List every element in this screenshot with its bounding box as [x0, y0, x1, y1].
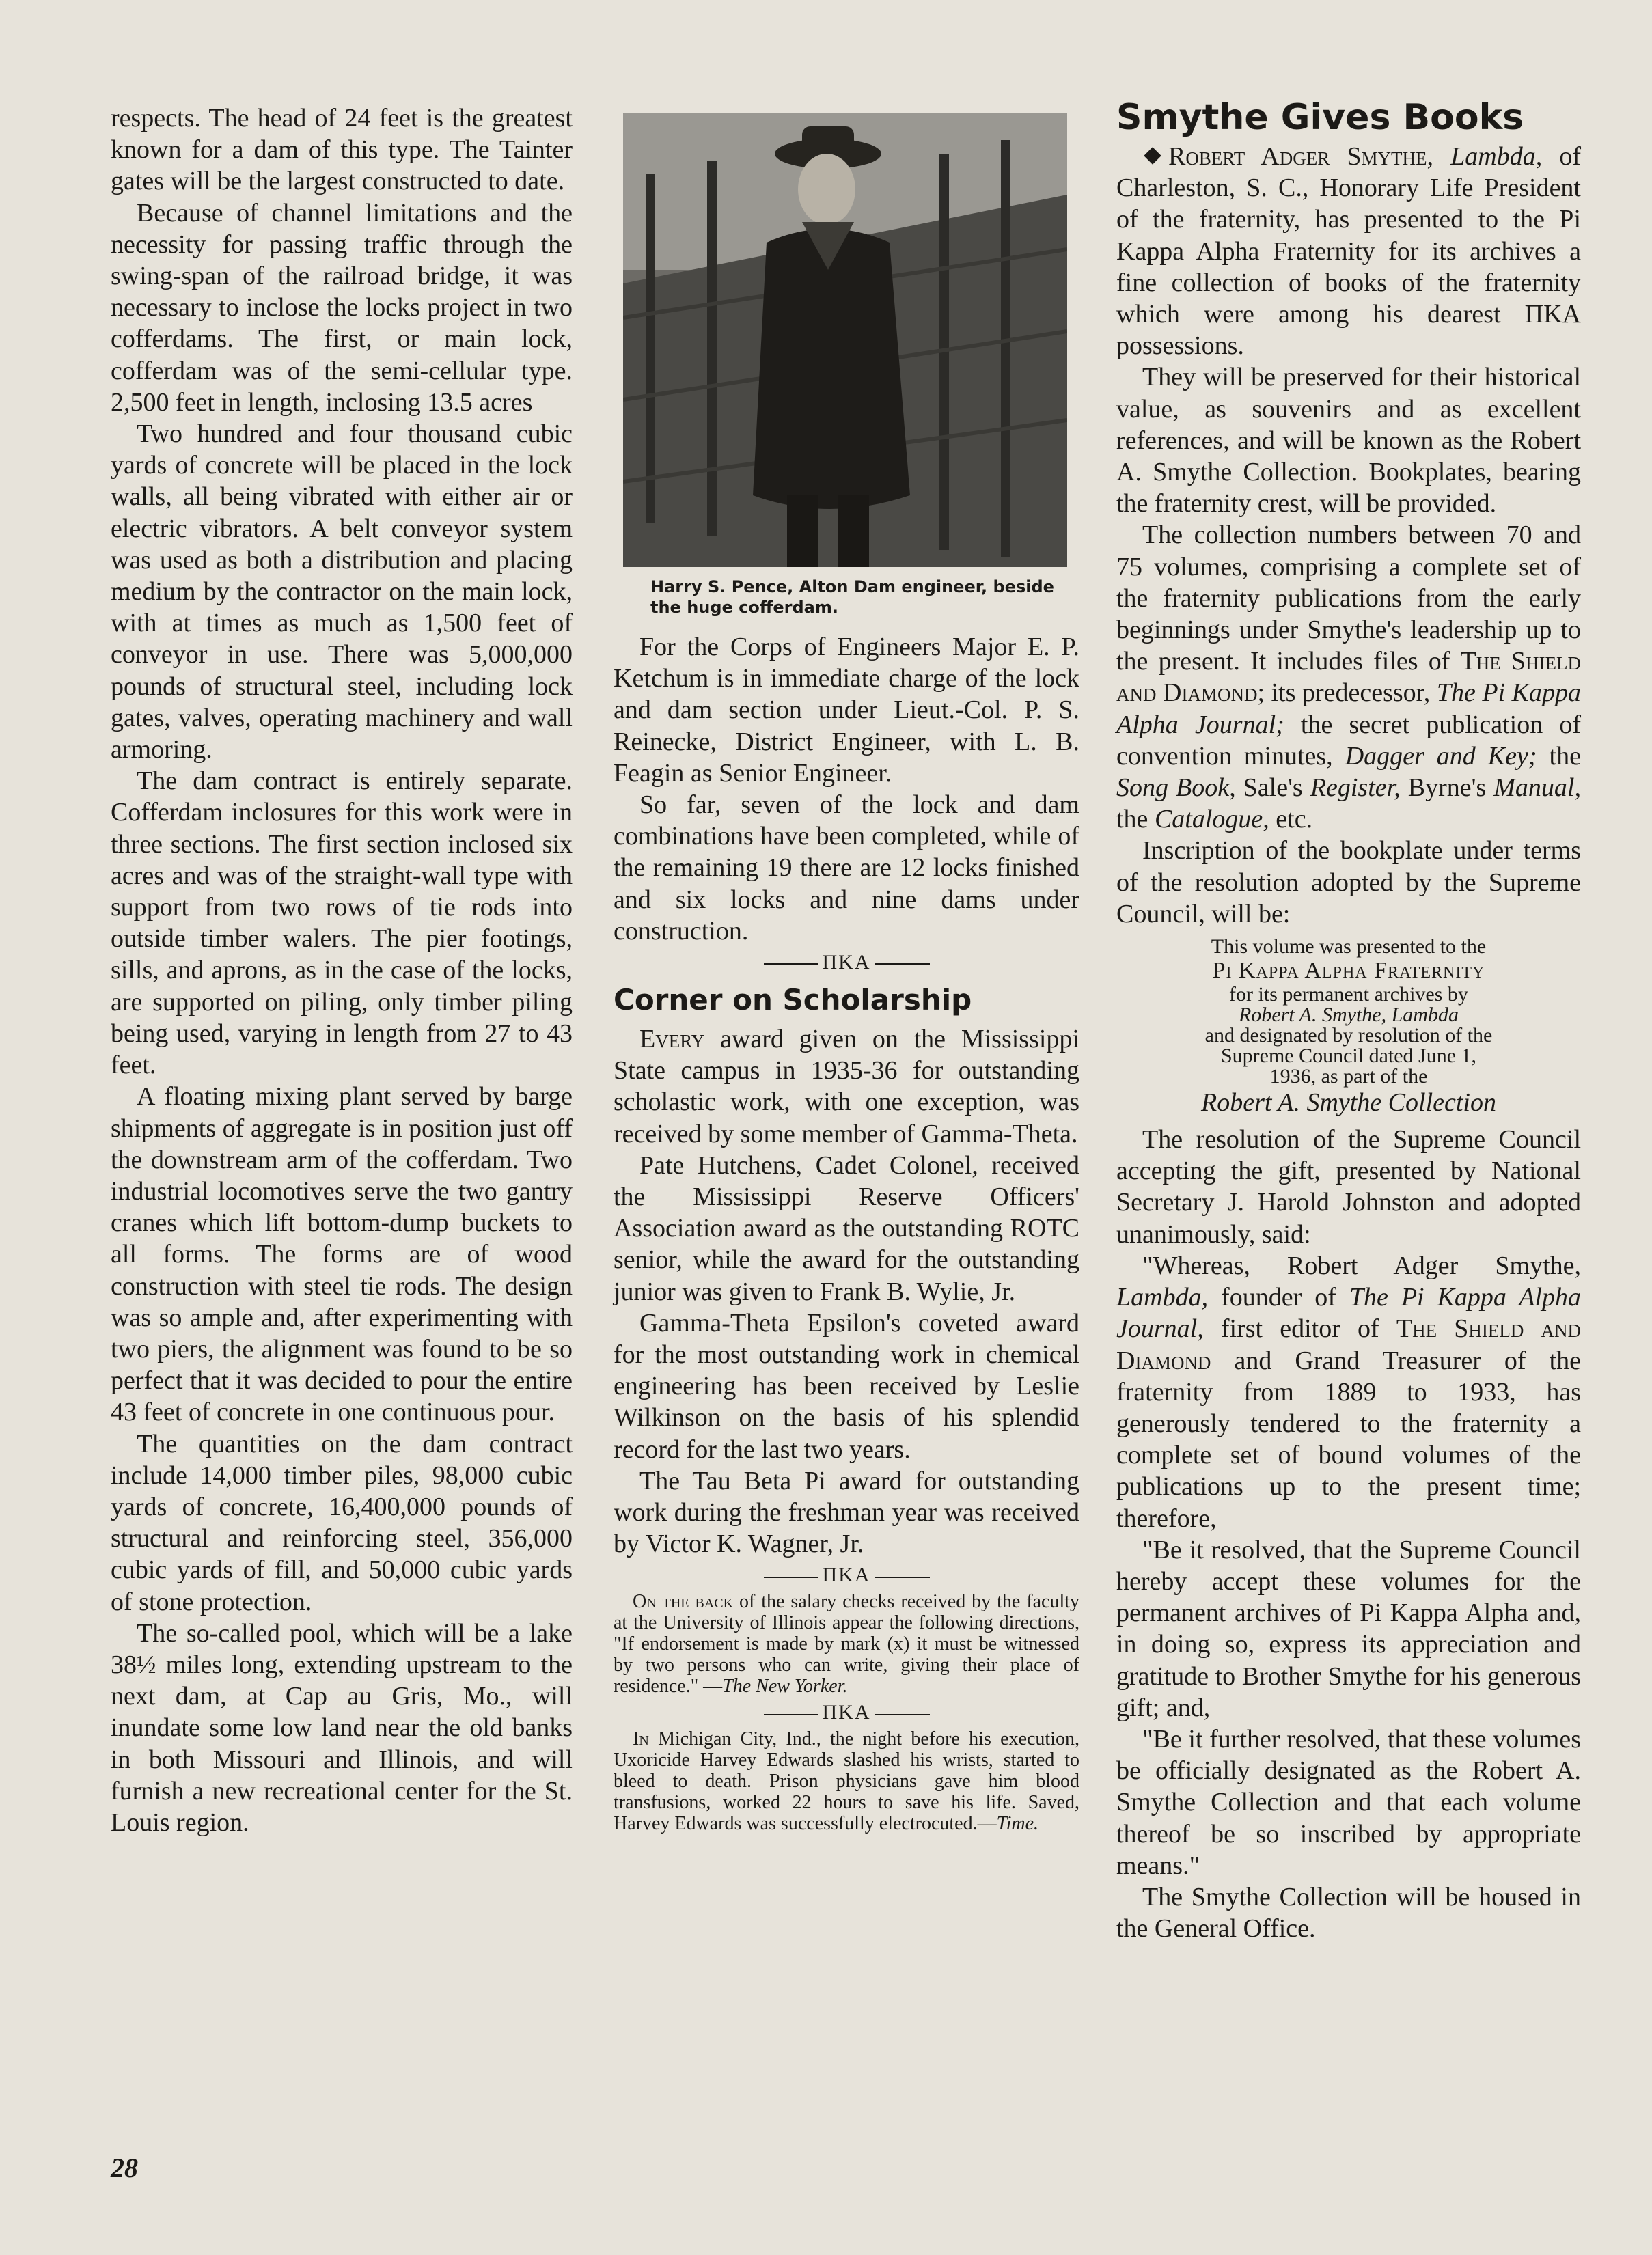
paragraph: Two hundred and four thousand cubic yards of concrete will be placed in the lock walls, all being vibrated with either air or electric vibrators. A belt conveyor system was used as both a distribution and placing medium by the contractor on the main lock, with at times as much as 1,500 feet of conveyor in use. There was 5,000,000 pounds of structural steel, including lock gates, valves, operating machinery and wall armoring.: [111, 419, 573, 764]
paragraph-text: The collection numbers between 70 and 75 volumes, comprising a complete set of the fraternity publications from the early beginnings under Smythe's leadership up to the present. It includes files of: [1116, 521, 1581, 676]
paragraph-text: Byrne's: [1400, 773, 1494, 803]
paragraph-text: the: [1116, 805, 1155, 834]
page-number: 28: [111, 2153, 138, 2183]
paragraph-text: the secret publication of convention minutes,: [1116, 710, 1581, 771]
paragraph: Inscription of the bookplate under terms of the resolution adopted by the Supreme Council, will be:: [1116, 836, 1581, 928]
bookplate-line: Robert A. Smythe Collection: [1201, 1088, 1496, 1118]
lead-word: Every: [639, 1025, 705, 1054]
bookplate-line: Supreme Council dated June 1,: [1220, 1045, 1477, 1068]
note-source: Time.: [996, 1813, 1039, 1835]
publication-title: Manual,: [1493, 773, 1581, 803]
section-separator: ΠΚΑ: [614, 1560, 1079, 1591]
paragraph: The resolution of the Supreme Council accepting the gift, presented by National Secretary J. Harold Johnston and adopted unanimously, said:: [1116, 1125, 1581, 1249]
section-heading: Corner on Scholarship: [614, 983, 972, 1017]
filler-note: [614, 1591, 1079, 1697]
bookplate-line: 1936, as part of the: [1269, 1065, 1428, 1088]
bookplate-line: This volume was presented to the: [1211, 935, 1487, 958]
paragraph-text: the: [1537, 741, 1581, 771]
paragraph-text: first editor of: [1203, 1314, 1396, 1344]
engineer-photo: [623, 113, 1067, 567]
paragraph: [1116, 1250, 1581, 1534]
note-text: of the salary checks received by the faculty at the University of Illinois appear the following directions, "If endorsement is made by mark (x) it must be witnessed by two persons who can write, giving their place of residence." —: [614, 1591, 1080, 1698]
paragraph: The Smythe Collection will be housed in the General Office.: [1116, 1882, 1581, 1943]
lead-words: On the back: [633, 1591, 734, 1613]
publication-title: Catalogue,: [1154, 805, 1269, 834]
paragraph-text: award given on the Mississippi State campus in 1935-36 for outstanding scholastic work, with one exception, was received by some member of Gamma-Theta.: [614, 1025, 1079, 1148]
photo-caption: Harry S. Pence, Alton Dam engineer, beside the huge cofferdam.: [650, 577, 1054, 617]
section-separator: ΠΚΑ: [614, 947, 1079, 978]
paragraph-text: Sale's: [1235, 773, 1310, 803]
bookplate-line: Pi Kappa Alpha Fraternity: [1212, 958, 1485, 984]
lead-words: In: [633, 1728, 649, 1750]
chapter-name: Lambda,: [1116, 1283, 1209, 1312]
paragraph: "Be it resolved, that the Supreme Council hereby accept these volumes for the permanent archives of Pi Kappa Alpha and, in doing so, express its appreciation and gratitude to Brother Smythe for his generous gift; and,: [1116, 1535, 1581, 1722]
section-separator: ΠΚΑ: [614, 1697, 1079, 1728]
paragraph: [614, 1023, 1079, 1150]
publication-title: The Pi Kappa Alpha Journal;: [1116, 678, 1581, 739]
paragraph: respects. The head of 24 feet is the greatest known for a dam of this type. The Tainter gates will be the largest constructed to date.: [111, 104, 573, 196]
publication-title: The Pi Kappa Alpha Journal,: [1116, 1283, 1581, 1344]
lead-name: Robert Adger Smythe,: [1168, 142, 1433, 171]
lead-chapter: Lambda,: [1450, 142, 1543, 171]
paragraph: [1116, 519, 1581, 835]
photo-figure: [623, 113, 1075, 618]
paragraph-text: and Grand Treasurer of the fraternity from 1889 to 1933, has generously tendered to the fraternity a complete set of bound volumes of the publications up to the present time; therefore,: [1116, 1346, 1581, 1533]
note-text: Michigan City, Ind., the night before his execution, Uxoricide Harvey Edwards slashed his wrists, started to bleed to death. Prison physicians gave him blood transfusions, worked 22 hours to save his life. Saved, Harvey Edwards was successfully electrocuted.—: [614, 1728, 1079, 1835]
article-column-middle: [614, 113, 1079, 1834]
paragraph-text: founder of: [1208, 1283, 1349, 1312]
note-source: The New Yorker.: [722, 1676, 848, 1698]
publication-title: Song Book,: [1116, 773, 1236, 803]
engineer-photo-image: [623, 113, 1067, 567]
bookplate-line: and designated by resolution of the: [1204, 1024, 1493, 1047]
paragraph-text: "Whereas, Robert Adger Smythe,: [1142, 1251, 1581, 1280]
filler-note: [614, 1728, 1079, 1834]
paragraph-text: etc.: [1269, 805, 1313, 834]
paragraph: They will be preserved for their historical value, as souvenirs and as excellent references, and will be known as the Robert A. Smythe Collection. Bookplates, bearing the fraternity crest, will be provided.: [1116, 363, 1581, 518]
publication-title: Register,: [1310, 773, 1401, 803]
article-heading: Smythe Gives Books: [1116, 97, 1524, 138]
paragraph: For the Corps of Engineers Major E. P. Ketchum is in immediate charge of the lock and dam section under Lieut.-Col. P. S. Reinecke, District Engineer, with L. B. Feagin as Senior Engineer.: [614, 633, 1079, 788]
paragraph: A floating mixing plant served by barge shipments of aggregate is in position just off the downstream arm of the cofferdam. Two industrial locomotives serve the two gantry cranes which lift bottom-dump buckets to all forms. The forms are of wood construction with steel tie rods. The design was so ample and, after experimenting with two piers, the alignment was found to be so perfect that it was decided to pour the entire 43 feet of concrete in one continuous pour.: [111, 1082, 573, 1427]
bookplate-inscription: [1116, 937, 1581, 1118]
bookplate-line: Robert A. Smythe, Lambda: [1239, 1004, 1459, 1027]
paragraph: So far, seven of the lock and dam combinations have been completed, while of the remaining 19 there are 12 locks finished and six locks and nine dams under construction.: [614, 790, 1079, 945]
publication-title: The Shield and Diamond: [1116, 1314, 1581, 1375]
paragraph: [1116, 141, 1581, 361]
paragraph: "Be it further resolved, that these volumes be officially designated as the Robert A. Smythe Collection and that each volume thereof be so inscribed by appropriate means.": [1116, 1724, 1581, 1880]
paragraph: Because of channel limitations and the necessity for passing traffic through the swing-span of the railroad bridge, it was necessary to inclose the locks project in two cofferdams. The first, or main lock, cofferdam was of the semi-cellular type. 2,500 feet in length, inclosing 13.5 acres: [111, 198, 573, 417]
article-column-right: [1116, 96, 1581, 1944]
article-column-left: [111, 102, 573, 1838]
diamond-bullet-icon: [1144, 147, 1161, 164]
paragraph-text: of Charleston, S. C., Honorary Life President of the fraternity, has presented to the Pi Kappa Alpha Fraternity for its archives a fine collection of books of the fraternity which were among his dearest ΠΚΑ possessions.: [1116, 142, 1581, 361]
paragraph: The so-called pool, which will be a lake 38½ miles long, extending upstream to the next dam, at Cap au Gris, Mo., will inundate some low land near the old banks in both Missouri and Illinois, and will furnish a new recreational center for the St. Louis region.: [111, 1618, 573, 1837]
publication-title: The Shield and Diamond: [1116, 647, 1581, 708]
paragraph: The quantities on the dam contract include 14,000 timber piles, 98,000 cubic yards of concrete, 16,400,000 pounds of structural and reinforcing steel, 356,000 cubic yards of fill, and 50,000 cubic yards of stone protection.: [111, 1429, 573, 1616]
paragraph: The Tau Beta Pi award for outstanding work during the freshman year was received by Victor K. Wagner, Jr.: [614, 1466, 1079, 1559]
paragraph: Gamma-Theta Epsilon's coveted award for the most outstanding work in chemical engineering has been received by Leslie Wilkinson on the basis of his splendid record for the last two years.: [614, 1308, 1079, 1464]
publication-title: Dagger and Key;: [1345, 741, 1537, 771]
paragraph: Pate Hutchens, Cadet Colonel, received the Mississippi Reserve Officers' Association award as the outstanding ROTC senior, while the award for the outstanding junior was given to Frank B. Wylie, Jr.: [614, 1150, 1079, 1306]
bookplate-line: for its permanent archives by: [1229, 983, 1468, 1006]
paragraph: The dam contract is entirely separate. Cofferdam inclosures for this work were in three sections. The first section inclosed six acres and was of the straight-wall type with support from two rows of tie rods into outside timber walers. The pier footings, sills, and aprons, as in the case of the locks, are supported on piling, only timber piling being used, varying in length from 27 to 43 feet.: [111, 766, 573, 1080]
paragraph-text: ; its predecessor,: [1257, 678, 1437, 708]
